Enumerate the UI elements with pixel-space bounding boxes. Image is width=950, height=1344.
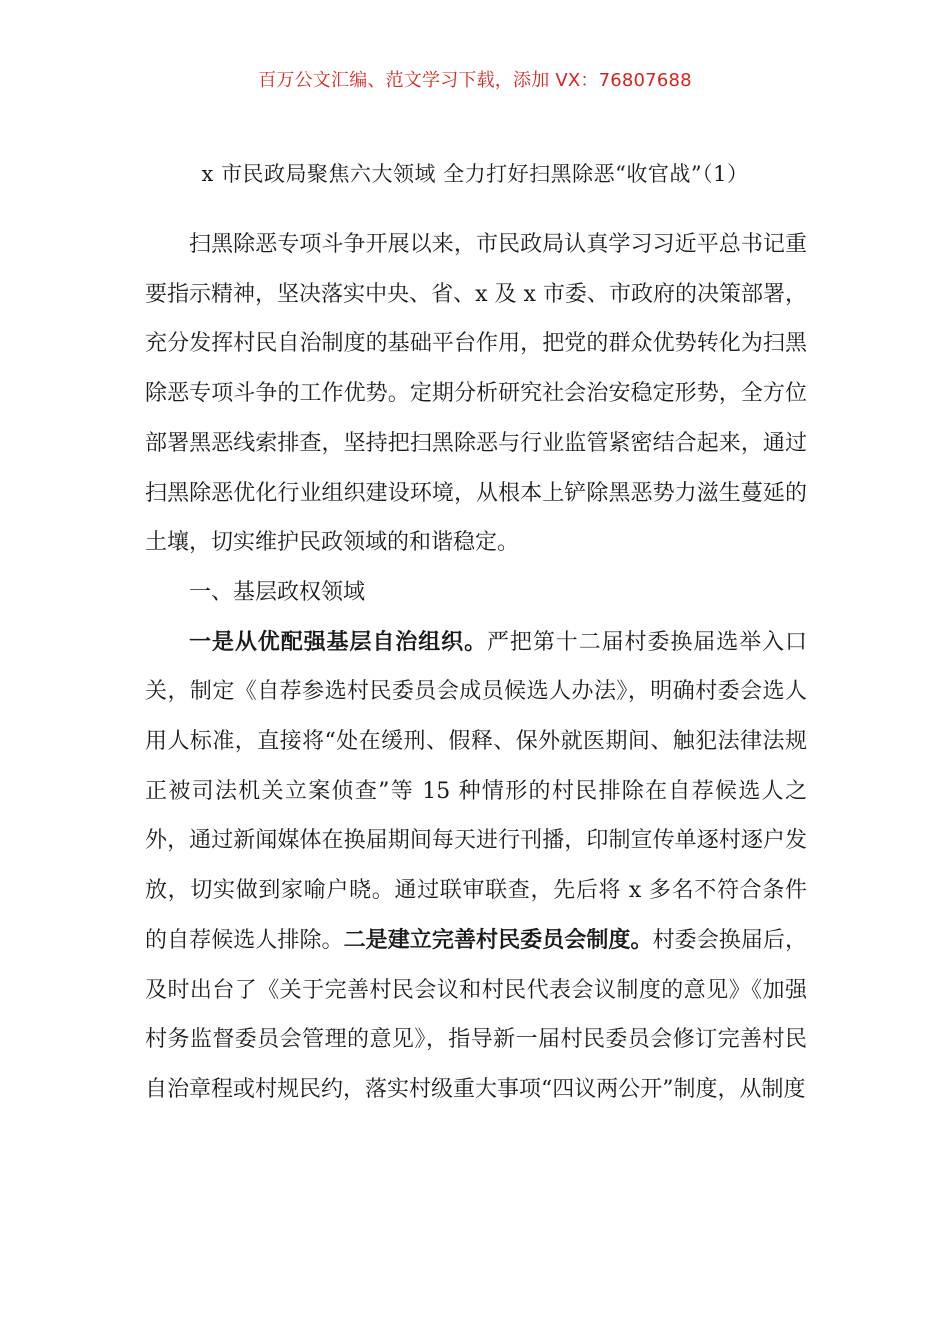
document-title: x 市民政局聚焦六大领域 全力打好扫黑除恶“收官战”（1） xyxy=(201,162,749,186)
body-text-2: 村委会换届后，及时出台了《关于完善村民会议和村民代表会议制度的意见》《加强村务监督委员会管理的意见》，指导新一届村民委员会修订完善村民自治章程或村规民约，落实村级重大事项“四议两公开”制度，从制度 xyxy=(145,927,807,1102)
section-heading: 一、基层政权领域 xyxy=(189,579,366,605)
lead-sentence-2: 二是建立完善村民委员会制度。 xyxy=(343,927,653,953)
intro-paragraph: 扫黑除恶专项斗争开展以来，市民政局认真学习习近平总书记重要指示精神，坚决落实中央、省、x 及 x 市委、市政府的决策部署，充分发挥村民自治制度的基础平台作用，把党的群众优势转化为扫黑除恶专项斗争的工作优势。定期分析研究社会治安稳定形势，全方位部署黑恶线索排查，坚持把扫黑除恶与行业监管紧密结合起来，通过扫黑除恶优化行业组织建设环境，从根本上铲除黑恶势力滋生蔓延的土壤，切实维护民政领域的和谐稳定。 xyxy=(145,232,807,556)
watermark-header: 百万公文汇编、范文学习下载，添加 VX：76807688 xyxy=(258,70,692,91)
lead-sentence-1: 一是从优配强基层自治组织。 xyxy=(189,629,487,655)
section-paragraph xyxy=(145,618,807,1115)
body-text-1: 严把第十二届村委换届选举入口关，制定《自荐参选村民委员会成员候选人办法》，明确村委会选人用人标准，直接将“处在缓刑、假释、保外就医期间、触犯法律法规正被司法机关立案侦查”等 15 种情形的村民排除在自荐候选人之外，通过新闻媒体在换届期间每天进行刊播，印制宣传单逐村逐户发放，切实做到家喻户晓。通过联审联查，先后将 x 多名不符合条件的自荐候选人排除。 xyxy=(145,629,807,953)
document-body xyxy=(145,220,807,1115)
